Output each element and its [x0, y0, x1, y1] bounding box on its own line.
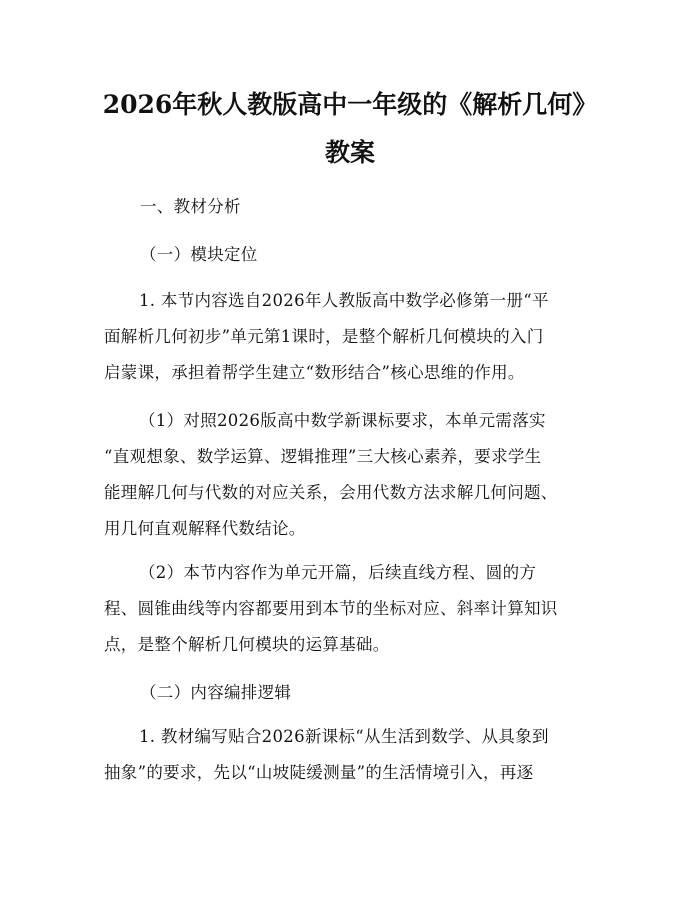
document-title-line-2: 教案 [324, 138, 375, 167]
paragraph-line: 程、圆锥曲线等内容都要用到本节的坐标对应、斜率计算知识 [104, 599, 558, 618]
paragraph-line: 启蒙课，承担着帮学生建立“数形结合”核心思维的作用。 [104, 363, 525, 382]
document-title-line-1: 2026年秋人教版高中一年级的《解析几何》 [102, 90, 598, 119]
paragraph-line: 面解析几何初步”单元第1课时，是整个解析几何模块的入门 [104, 327, 544, 346]
paragraph-line: 用几何直观解释代数结论。 [104, 519, 306, 538]
paragraph-line: （1）对照2026版高中数学新课标要求，本单元需落实 [139, 411, 546, 430]
paragraph-line: 点，是整个解析几何模块的运算基础。 [104, 635, 390, 654]
paragraph-line: （2）本节内容作为单元开篇，后续直线方程、圆的方 [139, 563, 537, 582]
paragraph-line: “直观想象、数学运算、逻辑推理”三大核心素养，要求学生 [104, 447, 542, 466]
subsection-heading-1: （一）模块定位 [140, 245, 258, 264]
paragraph-line: 抽象”的要求，先以“山坡陡缓测量”的生活情境引入，再逐 [104, 763, 534, 782]
paragraph-1 [104, 283, 604, 391]
subsection-heading-2: （二）内容编排逻辑 [140, 683, 292, 702]
paragraph-line: 1. 本节内容选自2026年人教版高中数学必修第一册“平 [139, 291, 549, 310]
section-heading-1: 一、教材分析 [140, 197, 241, 216]
paragraph-3 [104, 555, 604, 663]
paragraph-line: 能理解几何与代数的对应关系，会用代数方法求解几何问题、 [104, 483, 558, 502]
paragraph-4 [104, 719, 604, 791]
paragraph-2 [104, 403, 604, 547]
paragraph-line: 1. 教材编写贴合2026新课标“从生活到数学、从具象到 [139, 727, 549, 746]
